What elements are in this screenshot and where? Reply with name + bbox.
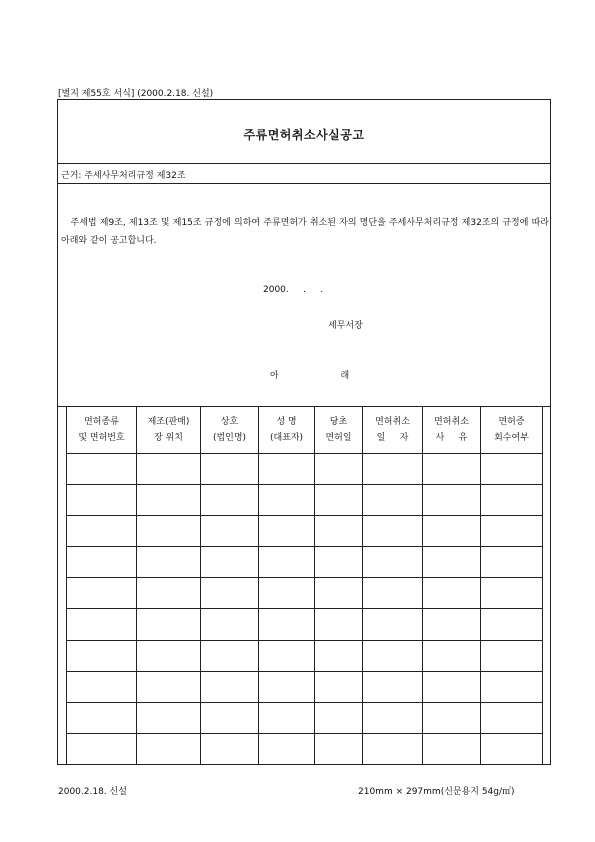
table-cell[interactable] <box>363 454 423 485</box>
table-cell[interactable] <box>423 454 481 485</box>
column-header-line1: 면허취소 <box>375 417 410 427</box>
title-area <box>58 100 550 164</box>
table-cell[interactable] <box>137 578 201 609</box>
column-header <box>315 407 363 454</box>
table-cell[interactable] <box>137 485 201 516</box>
table-cell[interactable] <box>67 454 137 485</box>
table-cell[interactable] <box>67 640 137 671</box>
table-cell[interactable] <box>481 671 543 702</box>
table-cell[interactable] <box>363 578 423 609</box>
table-cell[interactable] <box>201 516 259 547</box>
table-cell[interactable] <box>481 516 543 547</box>
table-cell[interactable] <box>423 547 481 578</box>
column-header-line1: 당초 <box>329 417 348 427</box>
table-cell[interactable] <box>363 485 423 516</box>
table-row <box>67 485 543 516</box>
table-row <box>67 516 543 547</box>
table-cell[interactable] <box>481 733 543 764</box>
below-heading-right: 래 <box>340 371 350 381</box>
table-cell[interactable] <box>137 733 201 764</box>
table-cell[interactable] <box>137 702 201 733</box>
column-header <box>67 407 137 454</box>
table-cell[interactable] <box>259 454 315 485</box>
footer-right: 210mm × 297mm(신문용지 54g/㎡) <box>358 787 515 797</box>
table-row <box>67 578 543 609</box>
column-header <box>137 407 201 454</box>
table-cell[interactable] <box>137 640 201 671</box>
column-header-line1: 면허취소 <box>434 417 469 427</box>
table-cell[interactable] <box>259 578 315 609</box>
column-header <box>363 407 423 454</box>
table-cell[interactable] <box>201 609 259 640</box>
table-cell[interactable] <box>259 671 315 702</box>
table-cell[interactable] <box>481 578 543 609</box>
table-cell[interactable] <box>137 454 201 485</box>
column-header-line1: 상호 <box>220 417 239 427</box>
table-cell[interactable] <box>315 547 363 578</box>
table-row <box>67 671 543 702</box>
column-header <box>259 407 315 454</box>
table-cell[interactable] <box>67 547 137 578</box>
table-row <box>67 454 543 485</box>
table-cell[interactable] <box>201 671 259 702</box>
table-cell[interactable] <box>67 609 137 640</box>
table-cell[interactable] <box>67 578 137 609</box>
column-header-line2: 일 자 <box>376 433 409 443</box>
column-header-line2: (법인명) <box>212 433 247 443</box>
table-cell[interactable] <box>315 733 363 764</box>
table-cell[interactable] <box>423 485 481 516</box>
table-cell[interactable] <box>259 640 315 671</box>
table-cell[interactable] <box>259 516 315 547</box>
table-cell[interactable] <box>201 578 259 609</box>
table-cell[interactable] <box>201 454 259 485</box>
table-cell[interactable] <box>423 671 481 702</box>
table-cell[interactable] <box>201 485 259 516</box>
table-cell[interactable] <box>137 671 201 702</box>
table-cell[interactable] <box>423 733 481 764</box>
below-heading <box>270 368 349 381</box>
table-cell[interactable] <box>315 485 363 516</box>
table-cell[interactable] <box>201 640 259 671</box>
table-cell[interactable] <box>201 547 259 578</box>
column-header-line1: 제조(판매) <box>147 417 190 427</box>
column-header <box>201 407 259 454</box>
table-cell[interactable] <box>67 671 137 702</box>
table-row <box>67 733 543 764</box>
table-cell[interactable] <box>315 671 363 702</box>
table-cell[interactable] <box>259 547 315 578</box>
table-cell[interactable] <box>201 733 259 764</box>
basis-text: 근거: 주세사무처리규정 제32조 <box>61 171 186 181</box>
table-cell[interactable] <box>315 702 363 733</box>
column-header <box>423 407 481 454</box>
table-cell[interactable] <box>363 671 423 702</box>
form-frame <box>57 99 551 765</box>
table-cell[interactable] <box>363 733 423 764</box>
table-cell[interactable] <box>481 454 543 485</box>
table-row <box>67 702 543 733</box>
revocation-list-table <box>66 407 543 765</box>
table-cell[interactable] <box>67 702 137 733</box>
below-heading-left: 아 <box>270 371 279 381</box>
column-header-line2: 회수여부 <box>494 433 529 443</box>
table-cell[interactable] <box>423 578 481 609</box>
table-cell[interactable] <box>67 485 137 516</box>
table-cell[interactable] <box>137 547 201 578</box>
table-cell[interactable] <box>481 609 543 640</box>
table-cell[interactable] <box>363 609 423 640</box>
table-cell[interactable] <box>67 733 137 764</box>
table-cell[interactable] <box>481 702 543 733</box>
table-cell[interactable] <box>315 454 363 485</box>
column-header-line2: (대표자) <box>269 433 304 443</box>
form-header: [별지 제55호 서식] (2000.2.18. 신설) <box>58 89 214 99</box>
footer-left: 2000.2.18. 신설 <box>58 787 127 797</box>
table-cell[interactable] <box>363 516 423 547</box>
table-frame <box>58 406 550 764</box>
date-line: 2000. . . <box>263 285 324 295</box>
column-header-line2: 장 위치 <box>154 433 183 443</box>
table-cell[interactable] <box>259 609 315 640</box>
table-cell[interactable] <box>363 702 423 733</box>
table-row <box>67 609 543 640</box>
document-title: 주류면허취소사실공고 <box>243 128 365 142</box>
column-header-line1: 면허종류 <box>84 417 119 427</box>
notice-body-text: 주세법 제9조, 제13조 및 제15조 규정에 의하여 주류면허가 취소된 자의 명단을 주세사무처리규정 제32조의 규정에 따라 아래와 같이 공고합니다. <box>61 218 549 246</box>
table-cell[interactable] <box>259 702 315 733</box>
table-row <box>67 640 543 671</box>
table-cell[interactable] <box>481 640 543 671</box>
table-cell[interactable] <box>315 640 363 671</box>
table-cell[interactable] <box>423 609 481 640</box>
table-cell[interactable] <box>137 516 201 547</box>
table-cell[interactable] <box>315 578 363 609</box>
column-header-line1: 성 명 <box>276 417 297 427</box>
column-header-line2: 사 유 <box>435 433 468 443</box>
table-cell[interactable] <box>315 516 363 547</box>
column-header-line1: 면허증 <box>498 417 525 427</box>
table-cell[interactable] <box>363 547 423 578</box>
column-header <box>481 407 543 454</box>
column-header-line2: 면허일 <box>325 433 352 443</box>
table-cell[interactable] <box>423 702 481 733</box>
table-cell[interactable] <box>423 640 481 671</box>
basis-row <box>58 164 550 184</box>
table-cell[interactable] <box>315 609 363 640</box>
table-cell[interactable] <box>67 516 137 547</box>
tax-office-head: 세무서장 <box>328 321 363 331</box>
table-cell[interactable] <box>363 640 423 671</box>
table-cell[interactable] <box>259 485 315 516</box>
table-cell[interactable] <box>423 516 481 547</box>
column-header-line2: 및 면허번호 <box>78 433 125 443</box>
table-cell[interactable] <box>201 702 259 733</box>
table-cell[interactable] <box>259 733 315 764</box>
table-row <box>67 547 543 578</box>
table-header-row <box>67 407 543 454</box>
table-cell[interactable] <box>481 485 543 516</box>
notice-body <box>61 214 549 250</box>
table-cell[interactable] <box>481 547 543 578</box>
table-cell[interactable] <box>137 609 201 640</box>
